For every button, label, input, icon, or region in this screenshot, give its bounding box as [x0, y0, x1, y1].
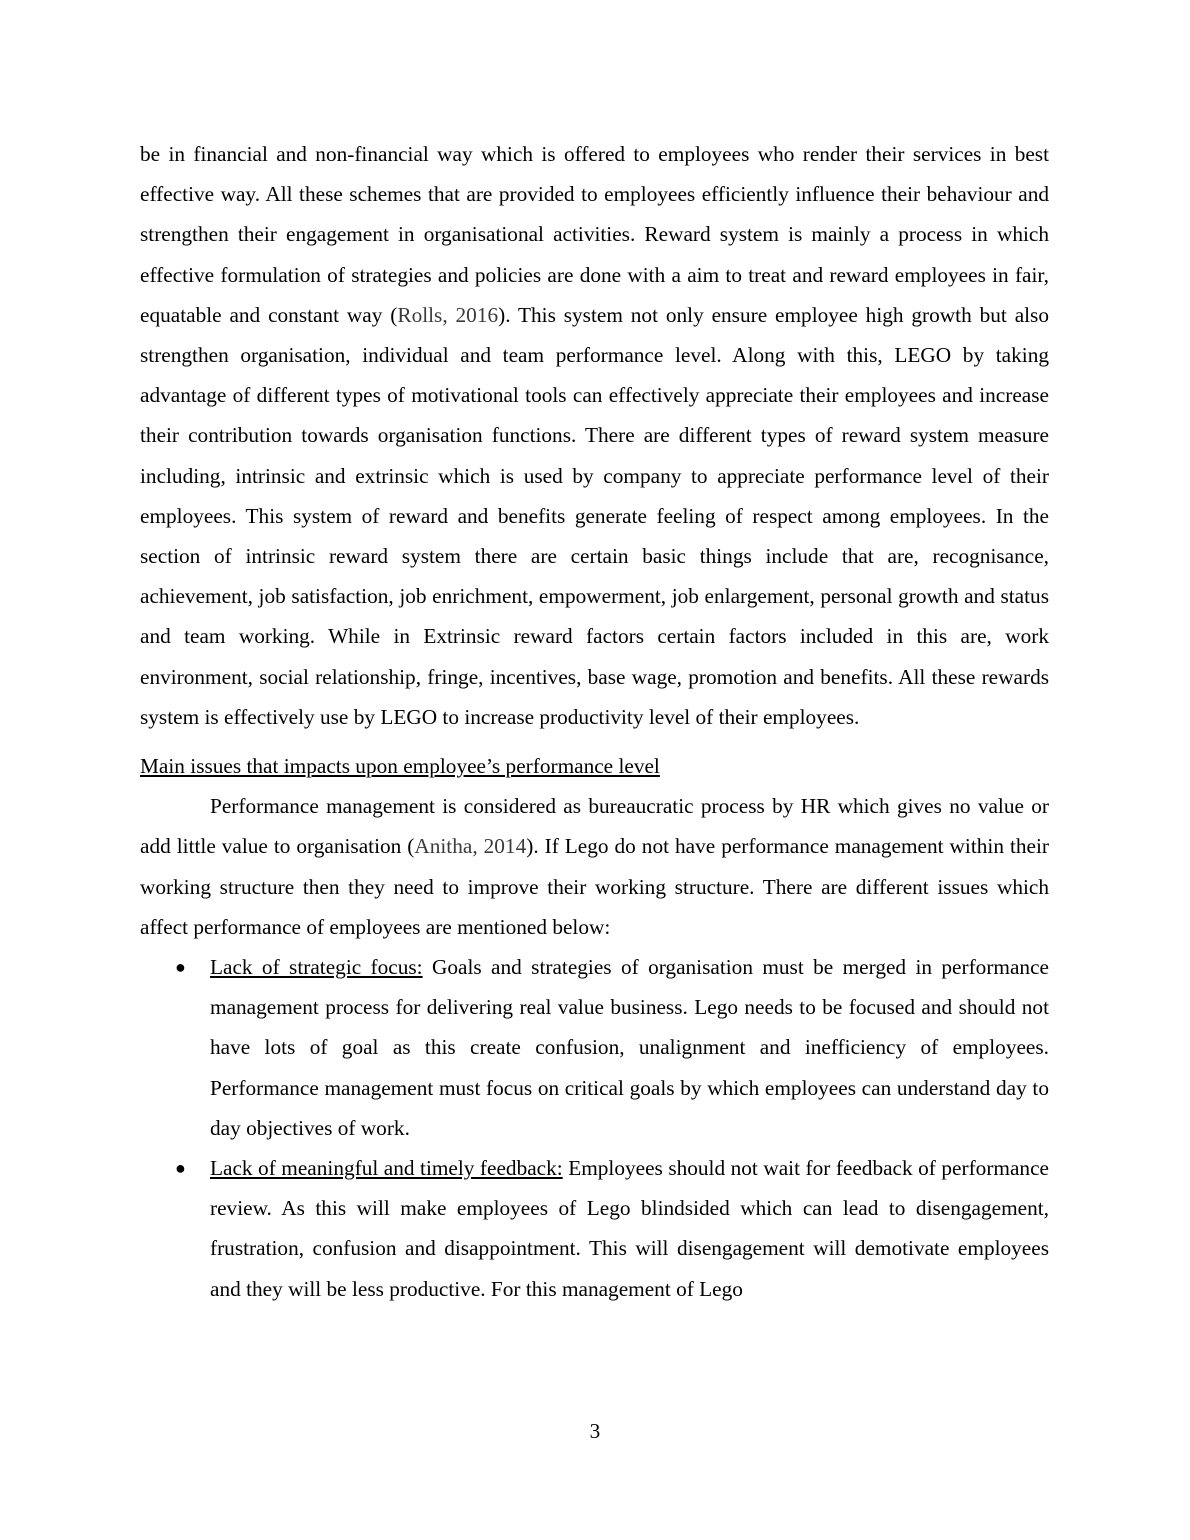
citation-anitha: Anitha, 2014 — [414, 834, 527, 859]
list-item-feedback — [140, 1148, 1049, 1309]
section-heading: Main issues that impacts upon employee’s performance level — [140, 754, 660, 779]
page-number: 3 — [589, 1419, 601, 1443]
list-item-text: Employees should not wait for feedback of performance review. As this will make employees of Lego blindsided which can lead to disengagement, frustration, confusion and disappointment. This will disengagement will demotivate employees and they will be less productive. For this management of Lego — [210, 1156, 1049, 1301]
bullet-icon: ● — [175, 1158, 186, 1179]
page-content — [140, 134, 1049, 1309]
body-paragraph-rewards — [140, 134, 1049, 737]
list-item-label: Lack of strategic focus: — [210, 955, 423, 980]
paragraph-text: be in financial and non-financial way which is offered to employees who render their services in best effective way. All these schemes that are provided to employees efficiently influence their behaviour and strengthen their engagement in organisational activities. Reward system is mainly a process in which effective formulation of strategies and policies are done with a aim to treat and reward employees in fair, equatable and constant way ( — [140, 142, 1049, 327]
list-item-strategic-focus — [140, 947, 1049, 1148]
paragraph-text: Performance management is considered as bureaucratic process by HR which gives no value or add little value to organisation ( — [140, 794, 1049, 859]
list-item-label: Lack of meaningful and timely feedback: — [210, 1156, 563, 1181]
issues-list — [140, 947, 1049, 1309]
body-paragraph-performance — [140, 786, 1049, 947]
paragraph-text: ). If Lego do not have performance management within their working structure then they need to improve their working structure. There are different issues which affect performance of employees are mentioned below: — [140, 834, 1049, 939]
list-item-text: Goals and strategies of organisation must be merged in performance management process for delivering real value business. Lego needs to be focused and should not have lots of goal as this create confusion, unalignment and inefficiency of employees. Performance management must focus on critical goals by which employees can understand day to day objectives of work. — [210, 955, 1049, 1140]
citation-rolls: Rolls, 2016 — [397, 302, 499, 327]
paragraph-text: ). This system not only ensure employee high growth but also strengthen organisation, individual and team performance level. Along with this, LEGO by taking advantage of different types of motivational tools can effectively appreciate their employees and increase their contribution towards organisation functions. There are different types of reward system measure including, intrinsic and extrinsic which is used by company to appreciate performance level of their employees. This system of reward and benefits generate feeling of respect among employees. In the section of intrinsic reward system there are certain basic things include that are, recognisance, achievement, job satisfaction, job enrichment, empowerment, job enlargement, personal growth and status and team working. While in Extrinsic reward factors certain factors included in this are, work environment, social relationship, fringe, incentives, base wage, promotion and benefits. All these rewards system is effectively use by LEGO to increase productivity level of their employees. — [140, 302, 1049, 729]
bullet-icon: ● — [175, 957, 186, 978]
